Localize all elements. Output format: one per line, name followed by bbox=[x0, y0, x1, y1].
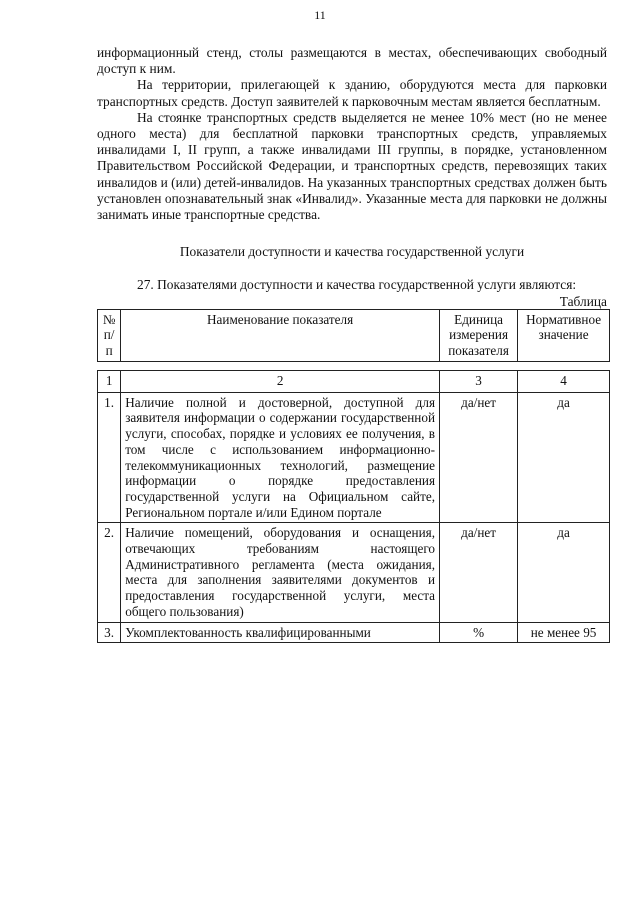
header-num: № п/п bbox=[98, 309, 121, 361]
table-row bbox=[98, 523, 610, 622]
table-caption: Таблица bbox=[559, 293, 607, 309]
row-value: да bbox=[518, 523, 610, 622]
row-name: Укомплектованность квалифицированными bbox=[121, 622, 440, 643]
row-name: Наличие полной и достоверной, доступной для заявителя информации о содержании государственной услуги, способах, порядке и условиях ее получения, в том числе с использованием информационно-телекоммуникационных технологий, размещение информации о порядке предоставления государственной услуги на Официальном сайте, Региональном портале и/или Едином портале bbox=[121, 392, 440, 523]
section-title: Показатели доступности и качества государственной услуги bbox=[179, 244, 525, 260]
paragraph: На территории, прилегающей к зданию, оборудуются места для парковки транспортных средств. Доступ заявителей к парковочным местам является бесплатным. bbox=[97, 77, 607, 109]
row-unit: % bbox=[440, 622, 518, 643]
column-number-row bbox=[98, 370, 610, 392]
table-header-row bbox=[98, 309, 610, 361]
row-num: 1. bbox=[98, 392, 121, 523]
row-unit: да/нет bbox=[440, 392, 518, 523]
header-unit: Единица измерения показателя bbox=[440, 309, 518, 361]
page-number: 11 bbox=[314, 8, 326, 22]
header-value: Нормативное значение bbox=[518, 309, 610, 361]
paragraph: На стоянке транспортных средств выделяется не менее 10% мест (но не менее одного места) для бесплатной парковки транспортных средств, управляемых инвалидами I, II групп, а также инвалидами III группы, в порядке, установленном Правительством Российской Федерации, и транспортных средств, перевозящих таких инвалидов и (или) детей-инвалидов. На указанных транспортных средствах должен быть установлен опознавательный знак «Инвалид». Указанные места для парковки не должны занимать иные транспортные средства. bbox=[97, 109, 607, 223]
row-value: не менее 95 bbox=[518, 622, 610, 643]
row-name: Наличие помещений, оборудования и оснащения, отвечающих требованиям настоящего Административного регламента (места ожидания, места для заполнения заявителями документов и предоставления государственной услуги, места общего пользования) bbox=[121, 523, 440, 622]
document-body bbox=[97, 45, 607, 643]
column-number: 2 bbox=[121, 370, 440, 392]
row-num: 2. bbox=[98, 523, 121, 622]
column-number: 1 bbox=[98, 370, 121, 392]
row-num: 3. bbox=[98, 622, 121, 643]
column-number: 3 bbox=[440, 370, 518, 392]
row-value: да bbox=[518, 392, 610, 523]
table-row bbox=[98, 622, 610, 643]
item-27-paragraph: 27. Показателями доступности и качества государственной услуги являются: bbox=[137, 277, 577, 293]
row-unit: да/нет bbox=[440, 523, 518, 622]
table-row bbox=[98, 392, 610, 523]
paragraph: информационный стенд, столы размещаются в местах, обеспечивающих свободный доступ к ним. bbox=[97, 45, 607, 77]
indicators-table bbox=[97, 309, 610, 644]
table-gap bbox=[98, 361, 610, 370]
header-name: Наименование показателя bbox=[121, 309, 440, 361]
column-number: 4 bbox=[518, 370, 610, 392]
